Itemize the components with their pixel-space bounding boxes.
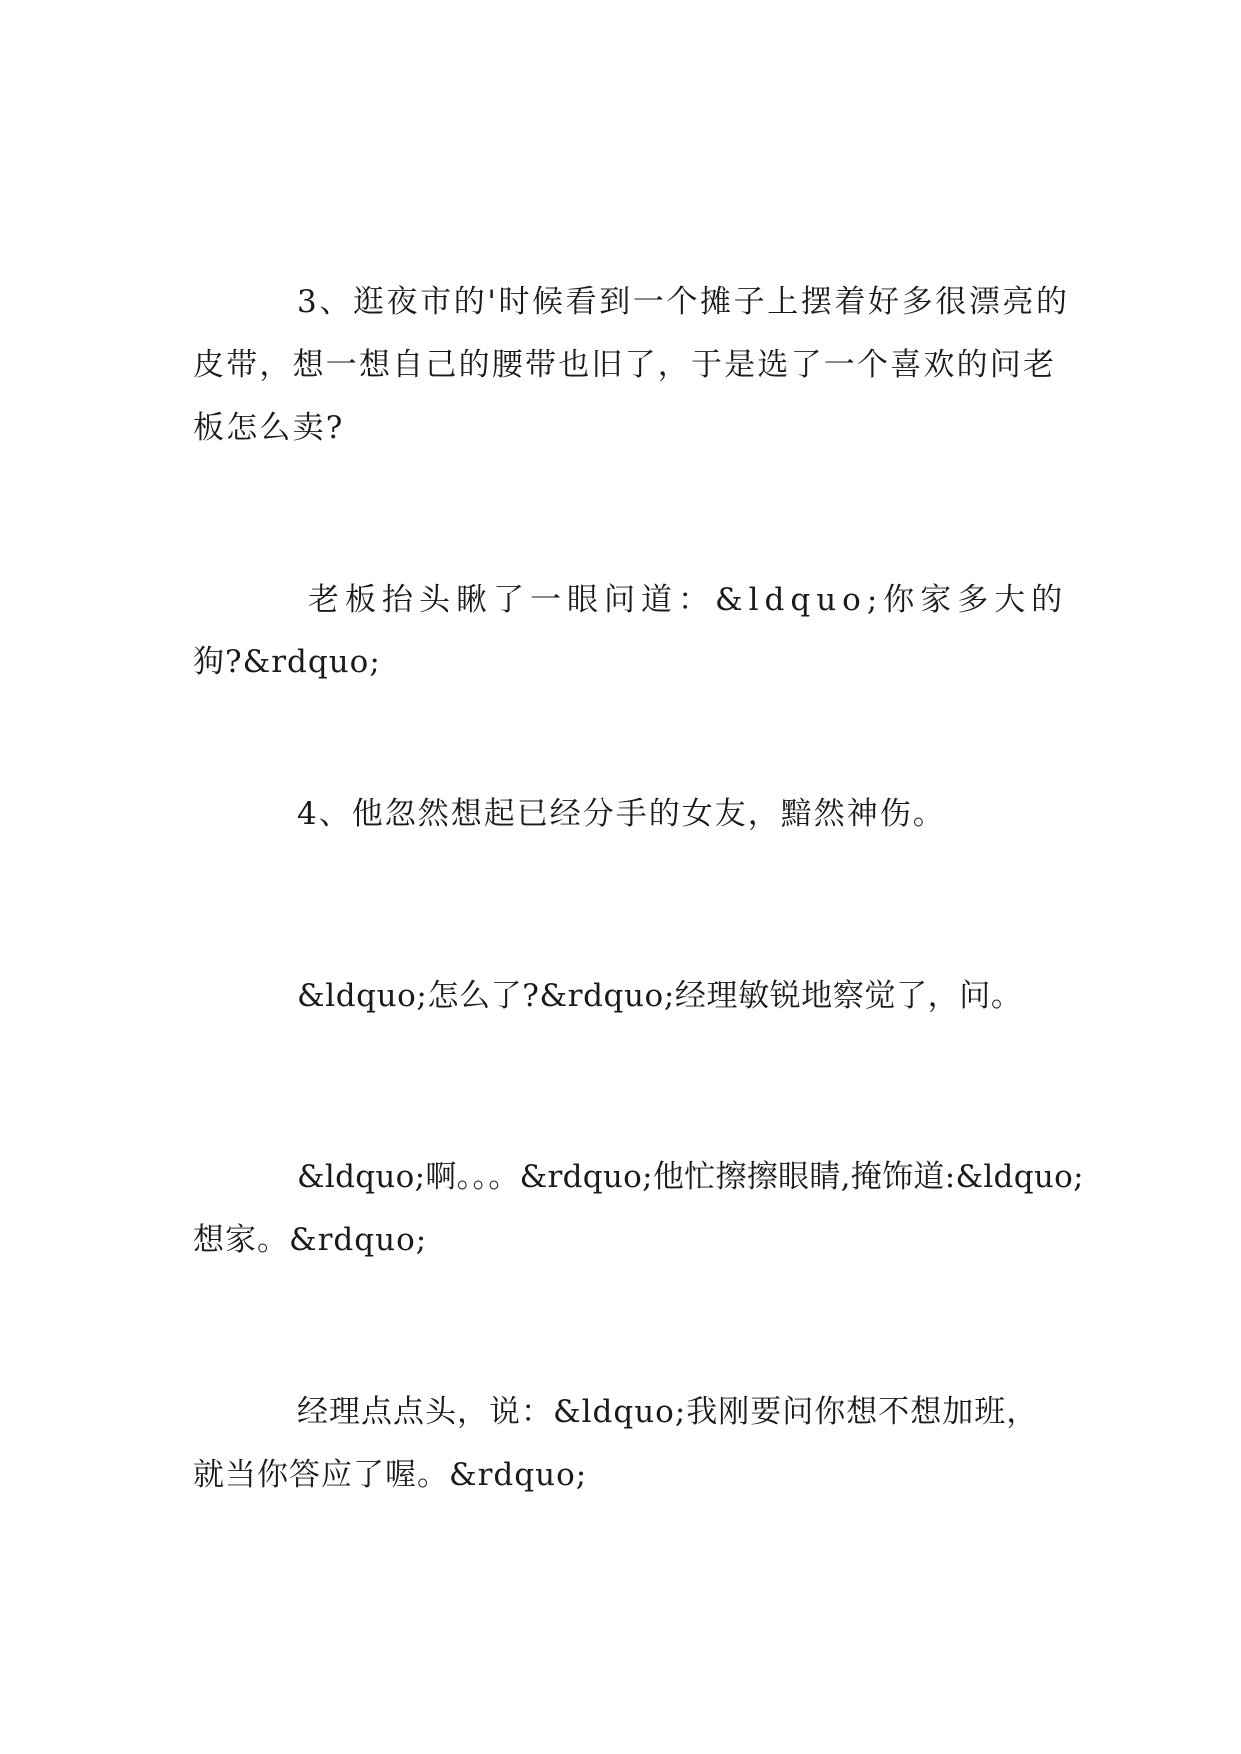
paragraph-line: 就当你答应了喔。&rdquo; xyxy=(193,1457,588,1493)
paragraph-line: &ldquo;啊。。。&rdquo;他忙擦擦眼睛,掩饰道:&ldquo; xyxy=(297,1159,1084,1195)
paragraph-line: &ldquo;怎么了?&rdquo;经理敏锐地察觉了，问。 xyxy=(297,978,1023,1014)
paragraph-line: 皮带，想一想自己的腰带也旧了，于是选了一个喜欢的问老 xyxy=(193,347,1057,383)
paragraph-line: 3、逛夜市的'时候看到一个摊子上摆着好多很漂亮的 xyxy=(297,284,1070,320)
paragraph-line: 4、他忽然想起已经分手的女友，黯然神伤。 xyxy=(297,796,946,832)
paragraph-line: 经理点点头，说：&ldquo;我刚要问你想不想加班， xyxy=(297,1394,1039,1430)
paragraph-line: 老板抬头瞅了一眼问道：&ldquo;你家多大的 xyxy=(308,582,1069,618)
paragraph-line: 想家。&rdquo; xyxy=(193,1222,428,1258)
paragraph-line: 板怎么卖? xyxy=(193,410,345,446)
paragraph-line: 狗?&rdquo; xyxy=(193,644,381,680)
